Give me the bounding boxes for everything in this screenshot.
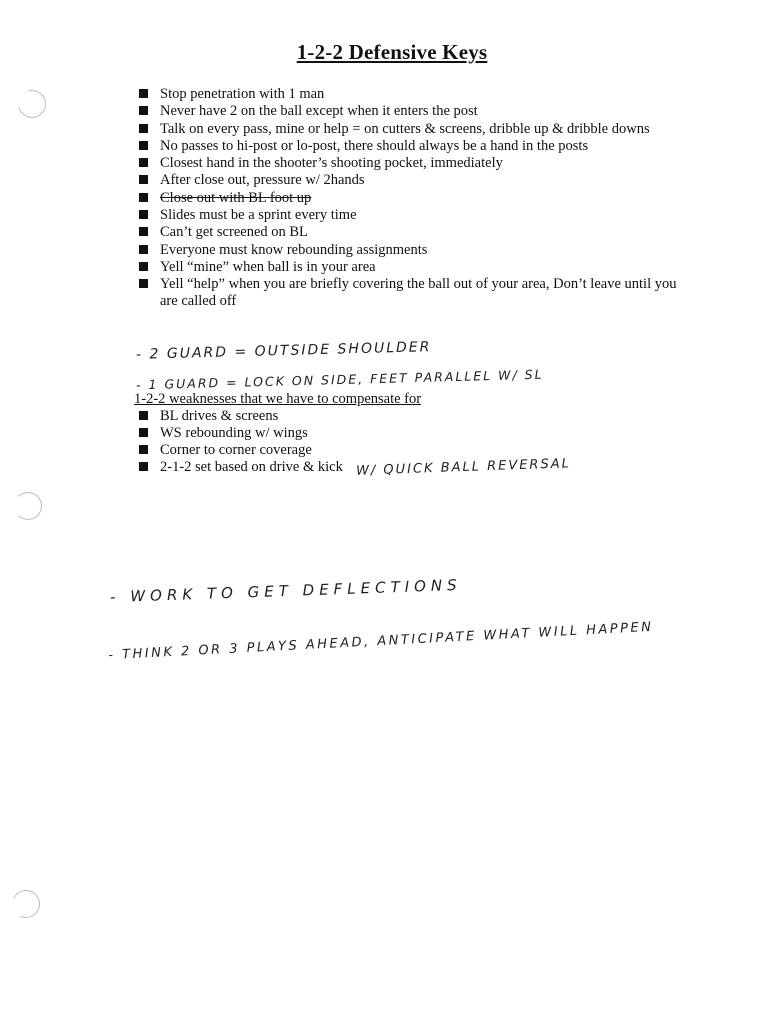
- list-item: [138, 207, 678, 224]
- bullet-icon: [139, 411, 148, 420]
- bullet-icon: [139, 445, 148, 454]
- weaknesses-heading: 1-2-2 weaknesses that we have to compensate for: [134, 391, 422, 407]
- bullet-icon: [139, 193, 148, 202]
- list-item: [138, 86, 678, 103]
- list-item-text: No passes to hi-post or lo-post, there should always be a hand in the posts: [160, 137, 589, 154]
- list-item-text-struck: Close out with BL foot up: [160, 189, 312, 206]
- list-item-text: After close out, pressure w/ 2hands: [160, 172, 365, 189]
- handwritten-note-deflections: - WORK TO GET DEFLECTIONS: [109, 575, 462, 607]
- bullet-icon: [139, 124, 148, 133]
- defensive-keys-list: [138, 86, 678, 311]
- list-item: [138, 276, 678, 310]
- list-item-text: Talk on every pass, mine or help = on cutters & screens, dribble up & dribble downs: [160, 120, 650, 137]
- punch-hole-bottom: [8, 886, 44, 922]
- handwritten-note-2-guard: - 2 GUARD = OUTSIDE SHOULDER: [135, 339, 432, 363]
- bullet-icon: [139, 462, 148, 471]
- list-item: [138, 442, 678, 459]
- list-item-text: Can’t get screened on BL: [160, 224, 308, 241]
- list-item-text: Corner to corner coverage: [160, 442, 312, 458]
- bullet-icon: [139, 279, 148, 288]
- list-item-text: 2-1-2 set based on drive & kick: [160, 459, 343, 475]
- list-item-text: WS rebounding w/ wings: [160, 425, 308, 441]
- list-item-text: Everyone must know rebounding assignments: [160, 241, 428, 258]
- bullet-icon: [139, 175, 148, 184]
- list-item-text: BL drives & screens: [160, 408, 279, 424]
- list-item: [138, 138, 678, 155]
- list-item-text: Never have 2 on the ball except when it enters the post: [160, 103, 478, 120]
- list-item-text: Stop penetration with 1 man: [160, 86, 325, 102]
- bullet-icon: [139, 227, 148, 236]
- list-item: [138, 425, 678, 442]
- handwritten-note-1-guard: - 1 GUARD = LOCK ON SIDE, FEET PARALLEL W/ SL: [135, 366, 544, 393]
- list-item: [138, 259, 678, 276]
- bullet-icon: [139, 262, 148, 271]
- list-item: [138, 172, 678, 189]
- punch-hole-middle: [14, 492, 42, 520]
- list-item-text: Yell “mine” when ball is in your area: [160, 258, 376, 275]
- list-item: [138, 190, 678, 207]
- bullet-icon: [139, 245, 148, 254]
- list-item: [138, 103, 678, 120]
- list-item: [138, 224, 678, 241]
- list-item: [138, 242, 678, 259]
- handwritten-note-ball-reversal: W/ QUICK BALL REVERSAL: [355, 456, 572, 479]
- bullet-icon: [139, 141, 148, 150]
- bullet-icon: [139, 158, 148, 167]
- list-item: [138, 121, 678, 138]
- list-item-text: Slides must be a sprint every time: [160, 207, 357, 224]
- bullet-icon: [139, 210, 148, 219]
- list-item: [138, 408, 678, 425]
- bullet-icon: [139, 428, 148, 437]
- punch-hole-top: [13, 85, 51, 123]
- bullet-icon: [139, 89, 148, 98]
- bullet-icon: [139, 106, 148, 115]
- list-item: [138, 155, 678, 172]
- page-title: 1-2-2 Defensive Keys: [296, 40, 488, 64]
- list-item-text: Closest hand in the shooter’s shooting pocket, immediately: [160, 155, 503, 172]
- handwritten-note-think-ahead: - THINK 2 OR 3 PLAYS AHEAD, ANTICIPATE WHAT WILL HAPPEN: [107, 619, 654, 664]
- list-item-text: Yell “help” when you are briefly covering the ball out of your area, Don’t leave until you are called off: [160, 276, 677, 310]
